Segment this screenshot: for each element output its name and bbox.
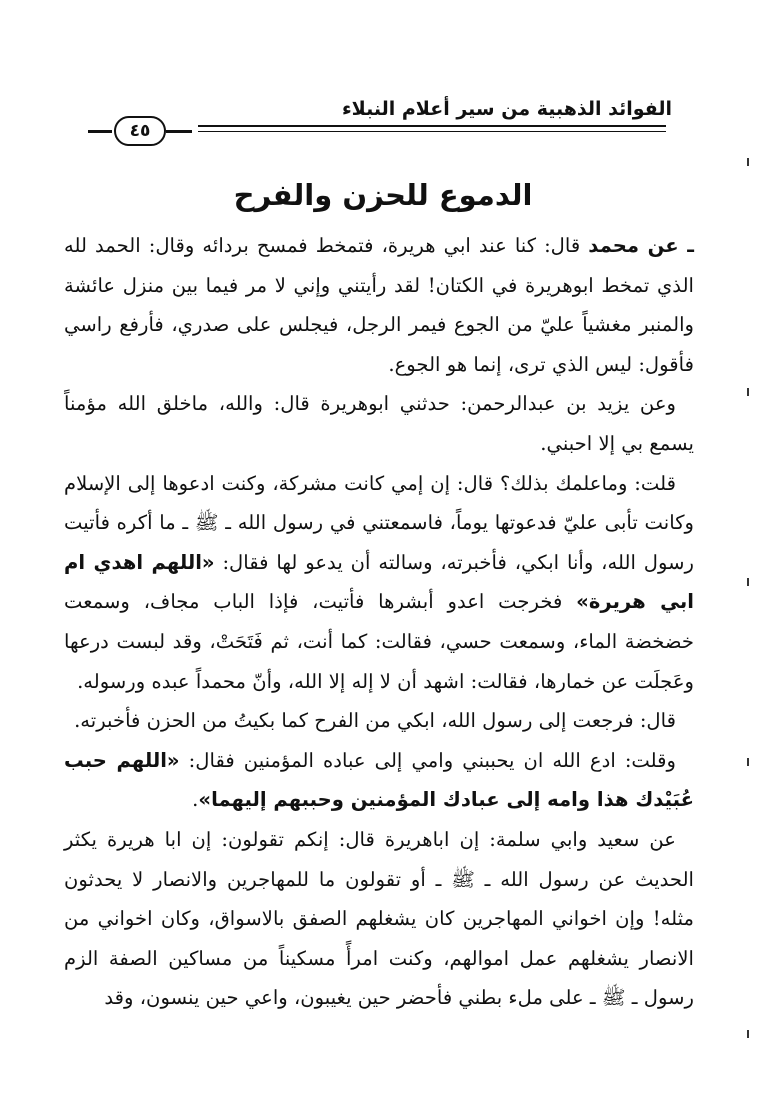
paragraph <box>64 384 694 463</box>
paragraph-text: قال: كنا عند ابي هريرة، فتمخط فمسح بردائه وقال: الحمد لله الذي تمخط ابوهريرة في الكتان! لقد رأيتني وإني لا مر فيما بين منزل عائشة والمنبر مغشياً عليّ من الجوع فيمر الرجل، فيجلس على صدري، فأرفع راسي فأقول: ليس الذي ترى، إنما هو الجوع. <box>64 234 694 376</box>
page-number: ٤٥ <box>114 116 166 146</box>
margin-mark <box>747 388 749 396</box>
supplication-quote: «اللهم اهدي ام ابي هريرة» <box>64 550 694 614</box>
body-text <box>64 226 694 1018</box>
paragraph <box>64 701 694 741</box>
paragraph-text: عن سعيد وابي سلمة: إن اباهريرة قال: إنكم تقولون: إن ابا هريرة يكثر الحديث عن رسول الله ـ ﷺ ـ أو تقولون ما للمهاجرين والانصار لا يحدثون مثله! وإن اخواني المهاجرين كان يشغلهم الصفق بالاسواق، وكان اخواني من الانصار يشغلهم عمل اموالهم، وكنت امرأً مسكيناً من مساكين الصفة الزم رسول ـ ﷺ ـ على ملء بطني فأحضر حين يغيبون، واعي حين ينسون، وقد <box>64 827 694 1010</box>
paragraph-text: فخرجت اعدو أبشرها فأتيت، فإذا الباب مجاف، وسمعت خضخضة الماء، وسمعت حسي، فقالت: كما أنت، ثم فَتَحَتْ، وقد لبست درعها وعَجلَت عن خمارها، فقالت: اشهد أن لا إله إلا الله، وأنّ محمداً عبده ورسوله. <box>64 590 694 693</box>
paragraph-text: . <box>192 788 199 812</box>
margin-mark <box>747 1030 749 1038</box>
paragraph <box>64 820 694 1018</box>
running-header-title: الفوائد الذهبية من سير أعلام النبلاء <box>341 98 672 120</box>
paragraph <box>64 226 694 384</box>
page-number-rule-left <box>88 130 112 133</box>
page-number-rule-right <box>166 130 192 133</box>
chapter-title: الدموع للحزن والفرح <box>233 178 533 212</box>
header-rule-thick <box>198 125 666 127</box>
margin-mark <box>747 158 749 166</box>
narrator-lead: ـ عن محمد <box>588 234 694 257</box>
page-number-ornament <box>88 116 192 146</box>
paragraph <box>64 741 694 820</box>
paragraph-text: وعن يزيد بن عبدالرحمن: حدثني ابوهريرة قال: والله، ماخلق الله مؤمناً يسمع بي إلا احبني. <box>64 392 694 455</box>
supplication-quote: «اللهم حبب عُبَيْدك هذا وامه إلى عبادك المؤمنين وحببهم إليهما» <box>64 748 694 812</box>
paragraph-text: وقلت: ادع الله ان يحببني وامي إلى عباده المؤمنين فقال: <box>179 748 676 772</box>
paragraph-text: قلت: وماعلمك بذلك؟ قال: إن إمي كانت مشركة، وكنت ادعوها إلى الإسلام وكانت تأبى عليّ فدعوتها يوماً، فاسمعتني في رسول الله ـ ﷺ ـ ما أكره فأتيت رسول الله، وأنا ابكي، فأخبرته، وسالته أن يدعو لها فقال: <box>64 471 694 574</box>
paragraph-text: قال: فرجعت إلى رسول الله، ابكي من الفرح كما بكيتُ من الحزن فأخبرته. <box>74 709 676 733</box>
margin-mark <box>747 578 749 586</box>
margin-mark <box>747 758 749 766</box>
header-rule-thin <box>198 131 666 132</box>
paragraph <box>64 464 694 702</box>
